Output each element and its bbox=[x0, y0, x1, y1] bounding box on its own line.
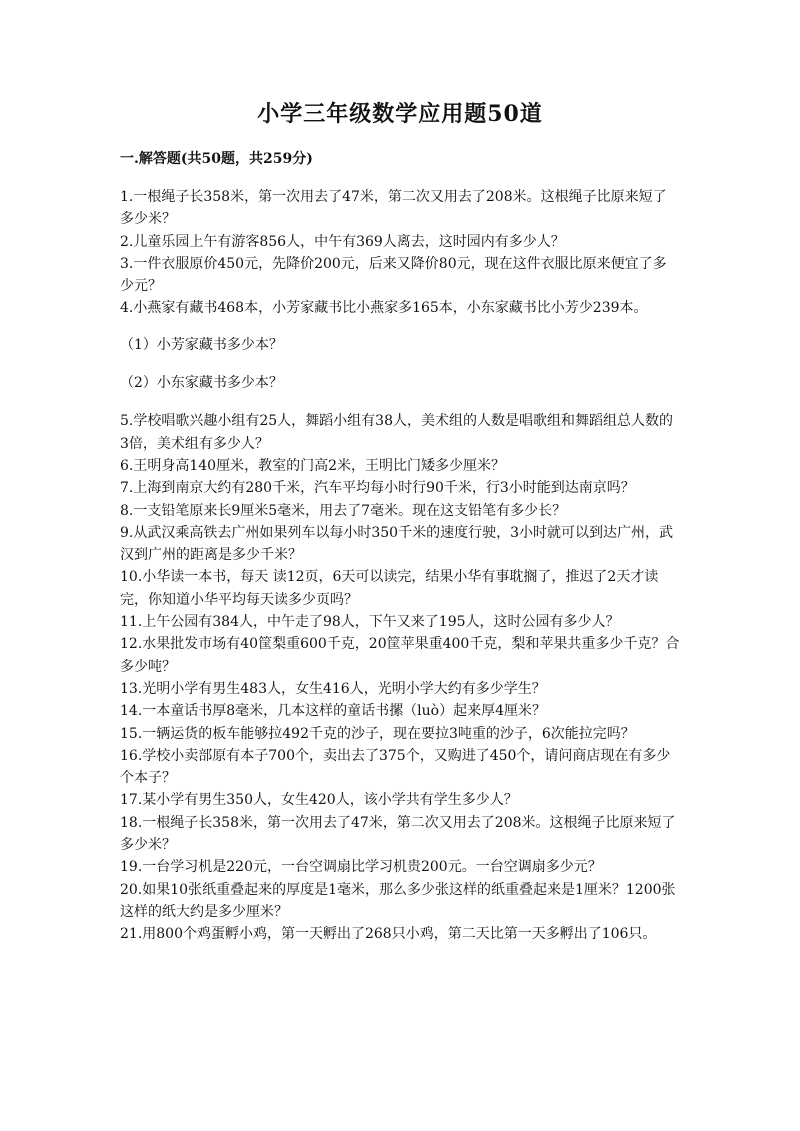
question-item: 3.一件衣服原价450元，先降价200元，后来又降价80元，现在这件衣服比原来便宜了多少元？ bbox=[120, 255, 667, 295]
question-item: 18.一根绳子长358米，第一次用去了47米，第二次又用去了208米。这根绳子比原来短了多少米？ bbox=[120, 814, 676, 854]
page-title: 小学三年级数学应用题50道 bbox=[257, 101, 543, 127]
question-item: 20.如果10张纸重叠起来的厚度是1毫米，那么多少张这样的纸重叠起来是1厘米？1200张这样的纸大约是多少厘米？ bbox=[120, 881, 676, 920]
question-item: 2.儿童乐园上午有游客856人，中午有369人离去，这时园内有多少人？ bbox=[120, 233, 565, 250]
question-item: 5.学校唱歌兴趣小组有25人，舞蹈小组有38人，美术组的人数是唱歌组和舞蹈组总人数的3倍，美术组有多少人？ bbox=[120, 413, 673, 452]
question-item: 9.从武汉乘高铁去广州如果列车以每小时350千米的速度行驶，3小时就可以到达广州，武汉到广州的距离是多少千米？ bbox=[120, 524, 673, 564]
question-item: 11.上午公园有384人，中午走了98人，下午又来了195人，这时公园有多少人？ bbox=[120, 614, 620, 631]
question-item: 13.光明小学有男生483人，女生416人，光明小学大约有多少学生？ bbox=[120, 680, 546, 697]
question-item: 6.王明身高140厘米，教室的门高2米，王明比门矮多少厘米？ bbox=[120, 457, 505, 474]
question-item: 8.一支铅笔原来长9厘米5毫米，用去了7毫米。现在这支铅笔有多少长？ bbox=[120, 502, 567, 519]
question-item: 19.一台学习机是220元，一台空调扇比学习机贵200元。一台空调扇多少元？ bbox=[120, 859, 602, 876]
question-item: 4.小燕家有藏书468本，小芳家藏书比小燕家多165本，小东家藏书比小芳少239本。 bbox=[120, 300, 648, 317]
question-item: 15.一辆运货的板车能够拉492千克的沙子，现在要拉3吨重的沙子，6次能拉完吗？ bbox=[120, 725, 635, 742]
question-item: 1.一根绳子长358米，第一次用去了47米，第二次又用去了208米。这根绳子比原来短了多少米？ bbox=[120, 189, 667, 228]
question-list bbox=[120, 186, 680, 946]
question-item: 10.小华读一本书，每天 读12页，6天可以读完，结果小华有事耽搁了，推迟了2天才读完，你知道小华平均每天读多少页吗？ bbox=[120, 569, 659, 608]
subquestion-item: （1）小芳家藏书多少本？ bbox=[120, 336, 283, 353]
question-item: 7.上海到南京大约有280千米，汽车平均每小时行90千米，行3小时能到达南京吗？ bbox=[120, 480, 635, 497]
question-item: 14.一本童话书厚8毫米，几本这样的童话书摞（luò）起来厚4厘米？ bbox=[120, 703, 547, 720]
subquestion-item: （2）小东家藏书多少本？ bbox=[120, 375, 283, 392]
question-item: 21.用800个鸡蛋孵小鸡，第一天孵出了268只小鸡，第二天比第一天多孵出了106只。 bbox=[120, 926, 657, 943]
question-item: 17.某小学有男生350人，女生420人，该小学共有学生多少人？ bbox=[120, 792, 518, 809]
section-heading: 一.解答题(共50题，共259分) bbox=[120, 151, 313, 167]
question-item: 16.学校小卖部原有本子700个，卖出去了375个，又购进了450个，请问商店现在有多少个本子？ bbox=[120, 747, 671, 787]
question-item: 12.水果批发市场有40筐梨重600千克，20筐苹果重400千克，梨和苹果共重多少千克？合多少吨？ bbox=[120, 636, 680, 675]
